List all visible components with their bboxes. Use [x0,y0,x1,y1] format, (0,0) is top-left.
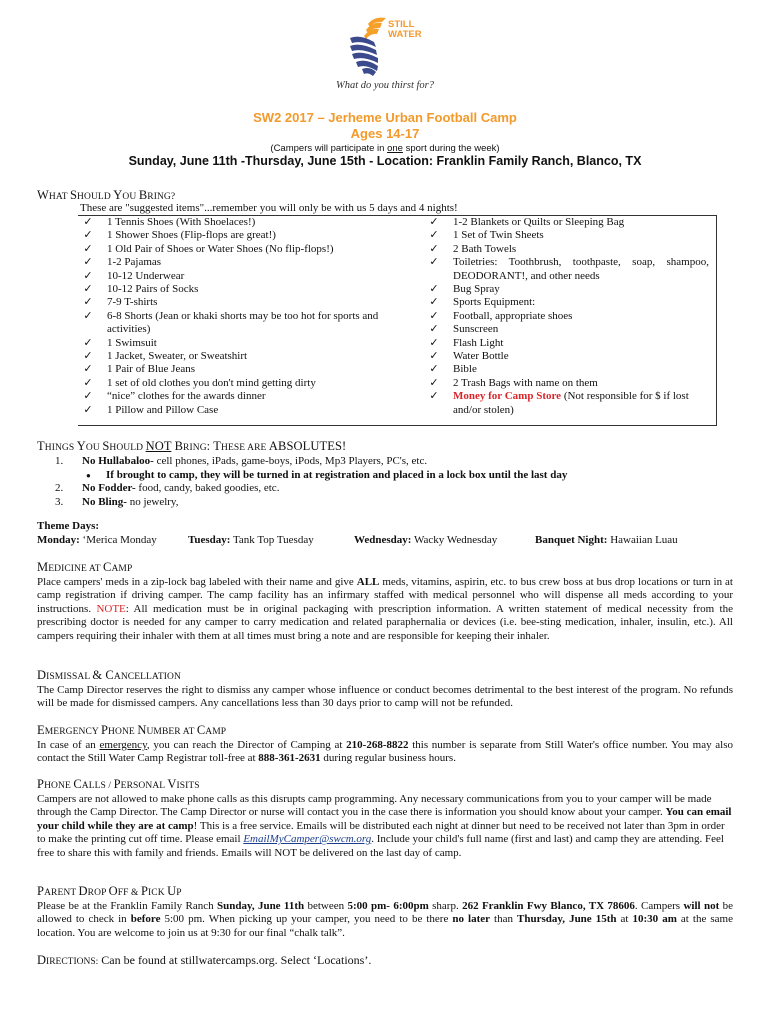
directions-line: DIRECTIONS: Can be found at stillwatercamps.org. Select ‘Locations’. [37,953,372,967]
checkmark-icon: ✓ [83,269,93,282]
email-link[interactable]: EmailMyCamper@swcm.org [243,833,372,846]
checkmark-icon: ✓ [83,283,93,296]
checklist-item: ✓ 10-12 Pairs of Socks [81,283,401,296]
checkmark-icon: ✓ [83,376,93,389]
logo-tagline: What do you thirst for? [335,80,434,91]
checklist-item: ✓ 6-8 Shorts (Jean or khaki shorts may be too hot for sports and activities) [81,310,401,337]
checklist-item: ✓ Sunscreen [427,323,709,336]
theme-tuesday: Tuesday: Tank Top Tuesday [188,534,314,546]
checkmark-icon: ✓ [429,309,439,322]
checklist-item: ✓ Money for Camp Store (Not responsible for $ if lost and/or stolen) [427,390,709,417]
camp-dates-location: Sunday, June 11th -Thursday, June 15th - Location: Franklin Family Ranch, Blanco, TX [128,154,642,168]
checklist-item: ✓ 7-9 T-shirts [81,296,401,309]
not-bring-sub-bullet: ● If brought to camp, they will be turned in at registration and placed in a lock box until the last day [86,469,568,481]
checkmark-icon: ✓ [429,296,439,309]
dropoff-heading: PARENT DROP OFF & PICK UP [37,884,182,898]
logo [346,14,426,80]
bring-right-list [427,216,709,417]
checkmark-icon: ✓ [83,309,93,322]
checklist-item: ✓ Football, appropriate shoes [427,310,709,323]
emergency-heading: EMERGENCY PHONE NUMBER AT CAMP [37,723,227,737]
checklist-item: ✓ 1 Swimsuit [81,337,401,350]
bring-left-list [81,216,401,417]
checklist-item: ✓ 1 Tennis Shoes (With Shoelaces!) [81,216,401,229]
checkmark-icon: ✓ [429,216,439,228]
checklist-item: ✓ “nice” clothes for the awards dinner [81,390,401,403]
dropoff-text: Please be at the Franklin Family Ranch Sunday, June 11th between 5:00 pm- 6:00pm sharp. 262 Franklin Fwy Blanco, TX 78606. Campers will not be allowed to check in before 5:00 pm. When picking up your camper, you need to be there no later than Thursday, June 15th at 10:30 am at the same location. You are welcome to join us at 9:30 for our final “chalk talk”. [37,900,733,939]
checklist-item: ✓ 1 Old Pair of Shoes or Water Shoes (No flip-flops!) [81,243,401,256]
not-bring-heading: THINGS YOU SHOULD NOT BRING: THESE ARE ABSOLUTES! [37,439,347,453]
checklist-item: ✓ 1 Pair of Blue Jeans [81,363,401,376]
checkmark-icon: ✓ [83,363,93,376]
checklist-item: ✓ 1 set of old clothes you don't mind getting dirty [81,377,401,390]
checkmark-icon: ✓ [429,390,439,403]
logo-text-water: WATER [388,29,422,40]
checkmark-icon: ✓ [429,363,439,376]
checklist-item: ✓ 1 Shower Shoes (Flip-flops are great!) [81,229,401,242]
theme-wednesday: Wednesday: Wacky Wednesday [354,534,498,546]
checkmark-icon: ✓ [429,376,439,389]
bring-intro: These are "suggested items"...remember you will only be with us 5 days and 4 nights! [80,202,458,214]
theme-banquet: Banquet Night: Hawaiian Luau [535,534,678,546]
checklist-item: ✓ 2 Bath Towels [427,243,709,256]
dismissal-heading: DISMISSAL & CANCELLATION [37,668,181,682]
checklist-item: ✓ 1-2 Pajamas [81,256,401,269]
checklist-item: ✓ Water Bottle [427,350,709,363]
medicine-text: Place campers' meds in a zip-lock bag labeled with their name and give ALL meds, vitamins, aspirin, etc. to bus crew boss at bus drop locations or turn in at camp registration if driving camper. The camp facility has an infirmary staffed with medical personnel who will dispense all meds according to your instructions. NOTE: All medication must be in original packaging with prescription information. A written statement of medical necessity from the prescribing doctor is needed for any camper to carry medication and related paraphernalia or devices (i.e. bee-sting medication, inhaler, insulin, etc.). All campers requiring their inhaler with them at all times must bring a note and are responsible for keeping their inhaler. [37,576,733,642]
checkmark-icon: ✓ [429,242,439,255]
theme-monday: Monday: ‘Merica Monday [37,534,157,546]
checkmark-icon: ✓ [429,350,439,363]
checklist-item: ✓ 1 Pillow and Pillow Case [81,404,401,417]
bring-heading: WHAT SHOULD YOU BRING? [37,188,176,202]
checkmark-icon: ✓ [83,390,93,403]
sport-note: (Campers will participate in one sport during the week) [270,143,500,154]
checklist-item: ✓ 1-2 Blankets or Quilts or Sleeping Bag [427,216,709,229]
checklist-item: ✓ Bug Spray [427,283,709,296]
checkmark-icon: ✓ [83,229,93,242]
not-bring-item-2: 2. No Fodder- food, candy, baked goodies, etc. [55,482,280,494]
dismissal-text: The Camp Director reserves the right to dismiss any camper whose influence or conduct becomes detrimental to the best interest of the program. No refunds will be made for dismissed campers. Any cancellations less than 30 days prior to camp will not be refunded. [37,684,733,710]
camp-title: SW2 2017 – Jerheme Urban Football Camp [253,110,517,125]
still-water-logo-icon [346,14,426,80]
checkmark-icon: ✓ [429,283,439,296]
checkmark-icon: ✓ [429,256,439,269]
checklist-item: ✓ 2 Trash Bags with name on them [427,377,709,390]
not-bring-item-3: 3. No Bling- no jewelry, [55,496,179,508]
checkmark-icon: ✓ [83,256,93,269]
checklist-item: ✓ 1 Jacket, Sweater, or Sweatshirt [81,350,401,363]
checklist-item: ✓ Bible [427,363,709,376]
checkmark-icon: ✓ [429,336,439,349]
checkmark-icon: ✓ [83,403,93,416]
checkmark-icon: ✓ [83,296,93,309]
checklist-item: ✓ 1 Set of Twin Sheets [427,229,709,242]
emergency-text: In case of an emergency, you can reach the Director of Camping at 210-268-8822 this number is separate from Still Water's office number. You may also contact the Still Water Camp Registrar toll-free at 888-361-2631 during regular business hours. [37,739,734,765]
checklist-item: ✓ Toiletries: Toothbrush, toothpaste, soap, shampoo, DEODORANT!, and other needs [427,256,709,283]
checkmark-icon: ✓ [429,323,439,336]
theme-title: Theme Days: [37,520,100,532]
checklist-item: ✓ Sports Equipment: [427,296,709,309]
checkmark-icon: ✓ [83,336,93,349]
camp-ages: Ages 14-17 [350,126,420,141]
checkmark-icon: ✓ [83,350,93,363]
checkmark-icon: ✓ [429,229,439,242]
checklist-item: ✓ Flash Light [427,337,709,350]
calls-heading: PHONE CALLS / PERSONAL VISITS [37,777,200,791]
not-bring-item-1: 1. No Hullabaloo- cell phones, iPads, game-boys, iPods, Mp3 Players, PC's, etc. [55,455,428,467]
logo-text-still: STILL [388,19,415,30]
checklist-item: ✓ 10-12 Underwear [81,270,401,283]
checkmark-icon: ✓ [83,216,93,228]
checkmark-icon: ✓ [83,242,93,255]
medicine-heading: MEDICINE AT CAMP [37,560,133,574]
calls-text: Campers are not allowed to make phone calls as this disrupts camp programming. Any necessary communications from you to your camper will be made through the Camp Director. The Camp Director or nurse will contact you in the case there is information you should know about your camper. You can email your child while they are at camp! This is a free service. Emails will be distributed each night at dinner but need to be received not later than 3pm in order to make the printing cut off time. Please email EmailMyCamper@swcm.org. Include your child's full name (first and last) and camp they are attending. Feel free to share this with family and friends. Emails will NOT be delivered on the last day of camp. [37,793,732,859]
